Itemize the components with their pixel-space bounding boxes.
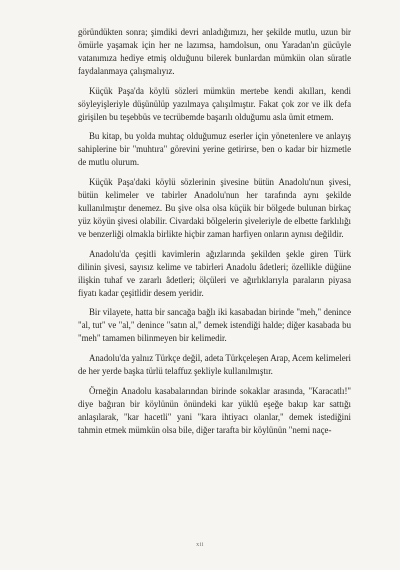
paragraph: Anadolu'da yalnız Türkçe değil, adeta Türkçeleşen Arap, Acem kelimeleri de her yerde başka türlü telaffuz şekliyle kullanılmıştır. xyxy=(78,353,351,377)
paragraph: göründükten sonra; şimdiki devri anladığımızı, her şekilde mutlu, uzun bir ömürle yaşamak için her ne lazımsa, hamdolsun, onu Yaradan'ın gücüyle vatanımıza hediye etmiş olduğunu bilerek bunlardan mümkün olan süratle faydalanmaya çalışmalıyız. xyxy=(78,27,351,77)
paragraph: Bu kitap, bu yolda muhtaç olduğumuz eserler için yönetenlere ve anlayış sahiplerine bir "muhtıra" görevini yerine getirirse, ben o kadar bir hizmetle de mutlu olurum. xyxy=(78,131,351,168)
paragraph: Küçük Paşa'da köylü sözleri mümkün mertebe kendi akılları, kendi söyleyişleriyle düşünülüp yazılmaya çalışılmıştır. Fakat çok zor ve ilk defa girişilen bu teşebbüs ve tecrübemde başarılı olduğumu asla ümit etmem. xyxy=(78,85,351,122)
body-text xyxy=(78,26,351,443)
page-number: xii xyxy=(196,542,204,548)
paragraph: Küçük Paşa'daki köylü sözlerinin şivesine bütün Anadolu'nun şivesi, bütün kelimeler ve tabirler Anadolu'nun her tarafında aynı şekilde kullanılmıştır denemez. Bu şive olsa olsa küçük bir bölgede bulunan birkaç yüz köyün şivesi olabilir. Civardaki bölgelerin şiveleriyle de elbette farklılığı ve benzerliği olmakla birlikte hiçbir zaman harfiyen onların aynısı değildir. xyxy=(78,176,351,240)
paragraph: Anadolu'da çeşitli kavimlerin ağızlarında şekilden şekle giren Türk dilinin şivesi, sayısız kelime ve tabirleri Anadolu âdetleri; özellikle düğüne ilişkin tuhaf ve zararlı âdetleri; ölçüleri ve ağırlıklarıyla paraların piyasa fiyatı kadar çeşitlidir desem yeridir. xyxy=(78,248,351,298)
paragraph: Örneğin Anadolu kasabalarından birinde sokaklar arasında, "Karacatlı!" diye bağıran bir köylünün önündeki kar yüklü eşeğe bakıp kar sattığı anlaşılarak, "kar hacetli" yani "kara ihtiyacı olanlar," demek istediğini tahmin etmek mümkün olsa bile, diğer tarafta bir köylünün "nemi naçe- xyxy=(78,385,351,435)
paragraph: Bir vilayete, hatta bir sancağa bağlı iki kasabadan birinde "meh," denince "al, tut" ve "al," denince "satın al," demek istendiği halde; diğer kasabada bu "meh" tamamen bilinmeyen bir kelimedir. xyxy=(78,307,351,344)
